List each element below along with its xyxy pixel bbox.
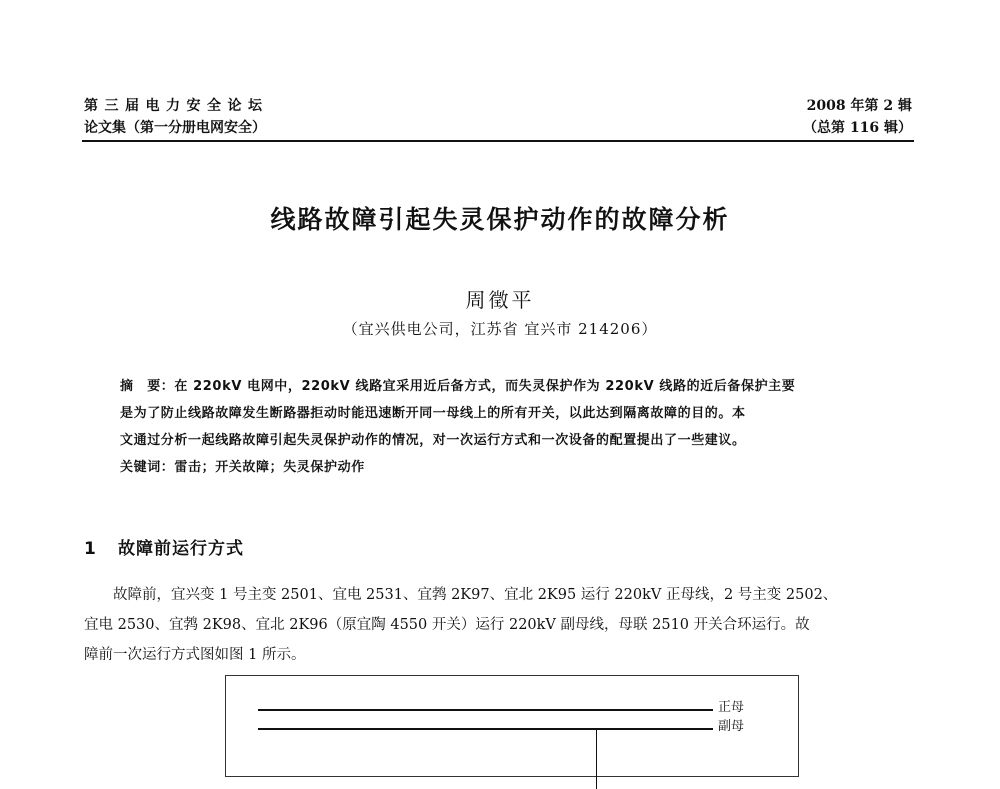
- feeder-connection-line: [596, 729, 597, 789]
- section-body: [84, 580, 916, 670]
- proceedings-volume: 论文集（第一分册电网安全）: [84, 120, 266, 136]
- positive-bus-line: [258, 709, 713, 711]
- section-title: 故障前运行方式: [118, 539, 244, 559]
- running-header-right: [803, 95, 912, 139]
- abstract-block: [120, 373, 900, 481]
- negative-bus-label: 副母: [718, 719, 745, 734]
- abstract-line: [120, 373, 900, 400]
- abstract-label: 摘 要：: [120, 379, 175, 394]
- negative-bus-line: [258, 728, 713, 730]
- keywords-text: 雷击；开关故障；失灵保护动作: [174, 460, 365, 475]
- forum-name: 第三届电力安全论坛: [84, 98, 269, 114]
- abstract-line: 文通过分析一起线路故障引起失灵保护动作的情况，对一次运行方式和一次设备的配置提出了一些建议。: [120, 433, 746, 448]
- header-rule: [82, 140, 914, 142]
- section-heading: [84, 534, 244, 559]
- paper-title: 线路故障引起失灵保护动作的故障分析: [270, 205, 730, 234]
- section-number: 1: [84, 539, 97, 559]
- body-line: 障前一次运行方式图如图 1 所示。: [84, 647, 306, 663]
- paper-author: 周徵平: [465, 288, 535, 312]
- body-line: 宜电 2530、宜鹁 2K98、宜北 2K96（原宜陶 4550 开关）运行 220kV 副母线，母联 2510 开关合环运行。故: [84, 617, 810, 633]
- total-issue-number: （总第 116 辑）: [803, 120, 912, 136]
- abstract-line: 是为了防止线路故障发生断路器拒动时能迅速断开同一母线上的所有开关，以此达到隔离故障的目的。本: [120, 406, 746, 421]
- positive-bus-label: 正母: [718, 700, 745, 715]
- figure-1-diagram: [225, 675, 799, 777]
- abstract-text: 在 220kV 电网中，220kV 线路宜采用近后备方式，而失灵保护作为 220kV 线路的近后备保护主要: [174, 379, 796, 394]
- running-header-left: [84, 95, 269, 139]
- body-line: 故障前，宜兴变 1 号主变 2501、宜电 2531、宜鹁 2K97、宜北 2K95 运行 220kV 正母线，2 号主变 2502、: [84, 587, 838, 603]
- keywords-label: 关键词：: [120, 460, 175, 475]
- issue-number: 2008 年第 2 辑: [806, 98, 912, 114]
- keywords-line: [120, 454, 900, 481]
- author-affiliation: （宜兴供电公司，江苏省 宜兴市 214206）: [342, 320, 658, 338]
